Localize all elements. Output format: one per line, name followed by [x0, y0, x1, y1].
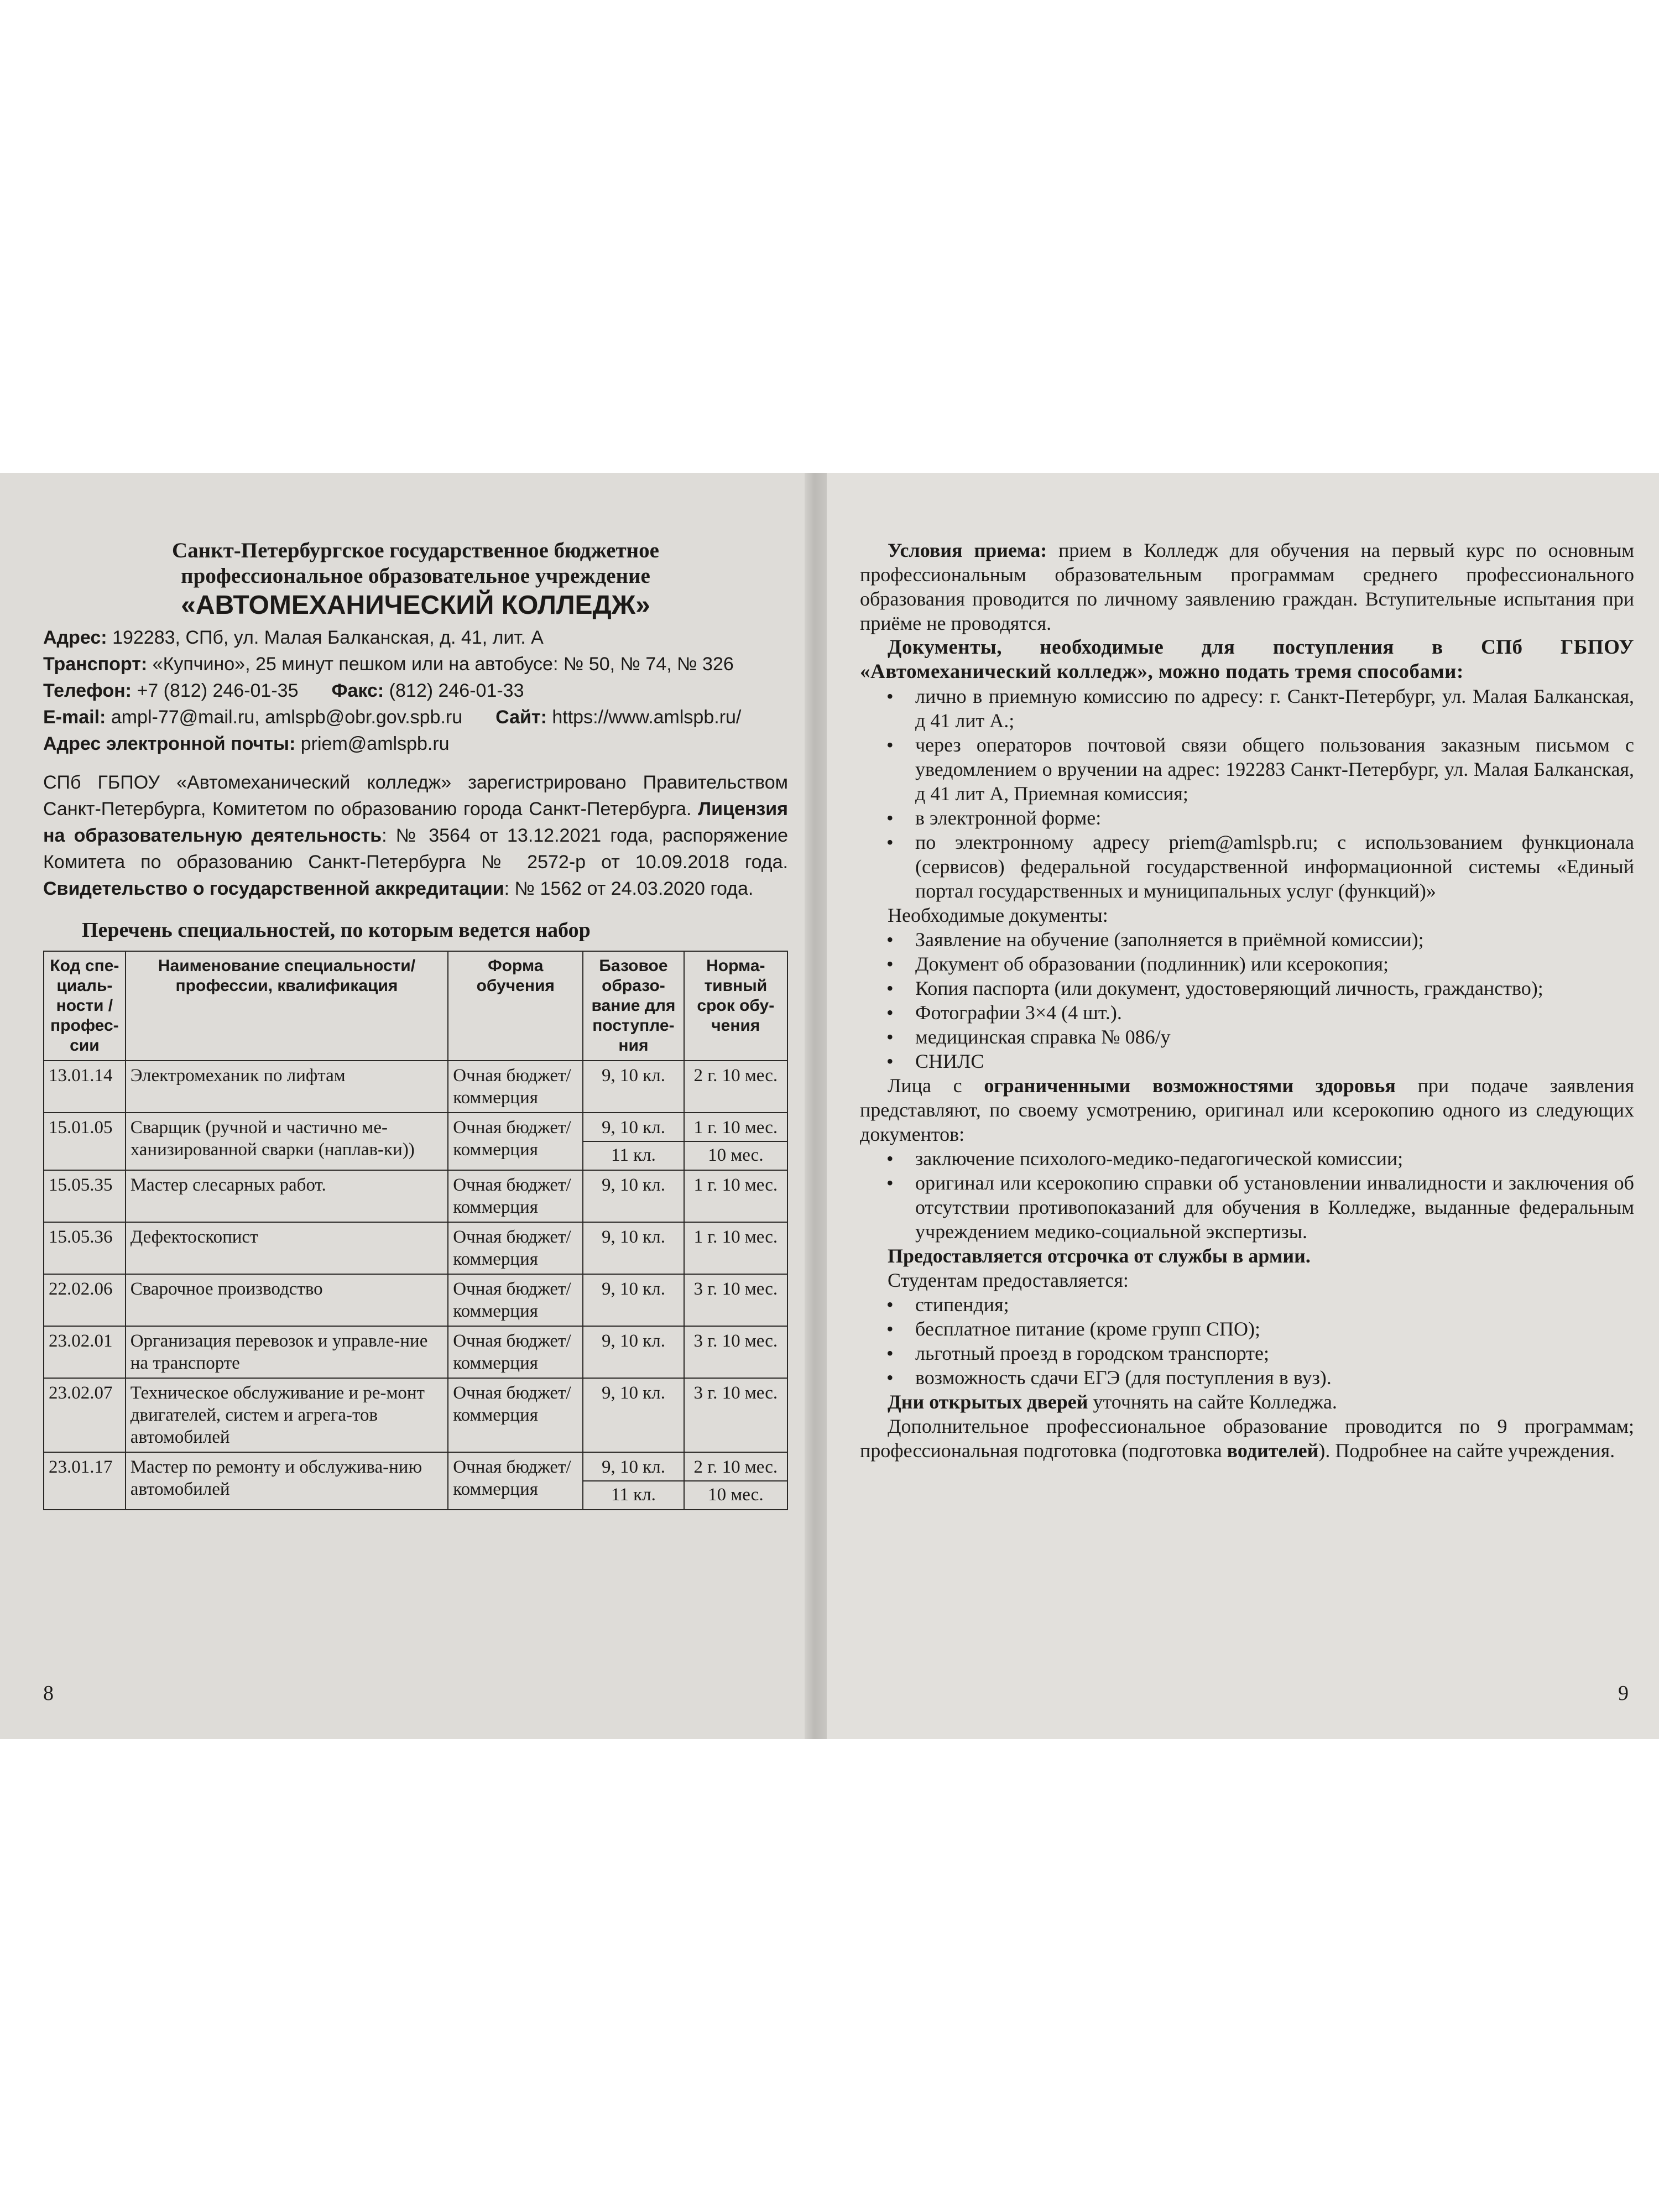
bullet-icon: •	[886, 831, 894, 853]
additional-pre: Дополнительное профессиональное образование проводится по 9 программам; профессиональная подготовка (подготовка	[860, 1415, 1634, 1462]
cell-term-alt-text: 10 мес.	[685, 1141, 787, 1166]
cell-form	[448, 1326, 583, 1378]
header-term: Норма-тивный срок обу-чения	[684, 951, 787, 1061]
cell-form-text: Очная бюджет/ коммерция	[453, 1118, 571, 1160]
page-number-right: 9	[1618, 1682, 1629, 1705]
cell-code-text: 15.01.05	[49, 1118, 113, 1138]
left-page	[0, 473, 805, 1739]
cell-term	[684, 1170, 787, 1222]
registration-paragraph	[43, 769, 788, 902]
cell-base-text: 9, 10 кл.	[601, 1175, 665, 1195]
bullet-icon: •	[886, 1147, 894, 1170]
cell-name	[126, 1061, 448, 1113]
conditions-paragraph	[860, 538, 1634, 635]
cell-code	[44, 1113, 126, 1170]
left-page-content	[43, 538, 788, 1510]
disability-pre: Лица с	[888, 1074, 984, 1097]
cell-base-text: 9, 10 кл.	[601, 1279, 665, 1299]
cell-name-text: Техническое обслуживание и ре-монт двигателей, систем и агрега-тов автомобилей	[130, 1383, 425, 1447]
bullet-icon: •	[886, 807, 894, 829]
required-doc-item	[860, 1025, 1634, 1049]
table-row	[44, 1326, 787, 1378]
required-doc-item	[860, 952, 1634, 976]
cell-term	[684, 1222, 787, 1274]
cell-base	[583, 1378, 684, 1452]
cell-form	[448, 1061, 583, 1113]
cell-name	[126, 1452, 448, 1510]
cell-base-alt-text: 11 кл.	[583, 1480, 683, 1506]
address-label: Адрес:	[43, 627, 107, 648]
college-title: «АВТОМЕХАНИЧЕСКИЙ КОЛЛЕДЖ»	[181, 591, 650, 620]
cell-base	[583, 1222, 684, 1274]
cell-name	[126, 1326, 448, 1378]
cell-base	[583, 1170, 684, 1222]
student-benefit-item	[860, 1317, 1634, 1341]
bullet-icon: •	[886, 1050, 894, 1072]
table-row	[44, 1378, 787, 1452]
student-benefit-item-text: льготный проезд в городском транспорте;	[915, 1342, 1270, 1364]
disability-doc-item	[860, 1171, 1634, 1244]
cell-term	[684, 1061, 787, 1113]
phone-line	[43, 677, 788, 704]
email-value: ampl-77@mail.ru, amlspb@obr.gov.spb.ru	[111, 707, 463, 728]
submission-way-item	[860, 806, 1634, 830]
submission-way-item-text: лично в приемную комиссию по адресу: г. Санкт-Петербург, ул. Малая Балканская, д 41 лит А.;	[915, 685, 1634, 732]
transport-value: «Купчино», 25 минут пешком или на автобусе: № 50, № 74, № 326	[152, 654, 734, 675]
table-header-row	[44, 951, 787, 1061]
bullet-icon: •	[886, 977, 894, 999]
site-label: Сайт:	[495, 707, 547, 728]
header-form: Форма обучения	[448, 951, 583, 1061]
required-doc-item	[860, 927, 1634, 952]
cell-name	[126, 1378, 448, 1452]
cell-term	[684, 1452, 787, 1510]
cell-term-text: 3 г. 10 мес.	[693, 1331, 778, 1351]
table-row	[44, 1274, 787, 1326]
bullet-icon: •	[886, 1026, 894, 1048]
cell-name-text: Сварочное производство	[130, 1279, 323, 1299]
cell-base-text: 9, 10 кл.	[601, 1227, 665, 1247]
submission-way-item-text: в электронной форме:	[915, 807, 1102, 829]
header-code: Код спе-циаль-ности / профес-сии	[44, 951, 126, 1061]
disability-post: при подаче заявления представляют, по своему усмотрению, оригинал или ксерокопию одного из следующих документов:	[860, 1074, 1634, 1145]
bullet-icon: •	[886, 1342, 894, 1364]
registration-text-3: : № 1562 от 24.03.2020 года.	[504, 878, 754, 899]
cell-code-text: 15.05.36	[49, 1227, 113, 1247]
submission-way-item	[860, 733, 1634, 806]
student-benefits-list	[860, 1292, 1634, 1390]
required-doc-item-text: Документ об образовании (подлинник) или ксерокопия;	[915, 953, 1389, 975]
address-line	[43, 624, 788, 651]
table-row	[44, 1170, 787, 1222]
page-number-left: 8	[43, 1682, 54, 1705]
conditions-label: Условия приема:	[888, 539, 1047, 561]
disability-docs-list	[860, 1146, 1634, 1244]
bullet-icon: •	[886, 1318, 894, 1340]
additional-bold: водителей	[1227, 1439, 1319, 1462]
cell-code-text: 23.02.07	[49, 1383, 113, 1403]
required-doc-item-text: СНИЛС	[915, 1050, 984, 1072]
student-benefit-item-text: стипендия;	[915, 1293, 1009, 1316]
cell-form	[448, 1452, 583, 1510]
cell-term-text: 3 г. 10 мес.	[693, 1383, 778, 1403]
table-row	[44, 1452, 787, 1510]
required-doc-item	[860, 1049, 1634, 1073]
cell-code-text: 22.02.06	[49, 1279, 113, 1299]
open-days-text: уточнять на сайте Колледжа.	[1088, 1391, 1337, 1413]
cell-form-text: Очная бюджет/ коммерция	[453, 1066, 571, 1108]
cell-term-text: 3 г. 10 мес.	[693, 1279, 778, 1299]
cell-name-text: Организация перевозок и управле-ние на транспорте	[130, 1331, 428, 1373]
cell-code	[44, 1061, 126, 1113]
cell-name-text: Сварщик (ручной и частично ме-ханизированной сварки (наплав-ки))	[130, 1118, 415, 1160]
cell-code	[44, 1378, 126, 1452]
cell-term-text: 1 г. 10 мес.	[693, 1175, 778, 1195]
cell-name	[126, 1170, 448, 1222]
cell-base-text: 9, 10 кл.	[601, 1066, 665, 1086]
cell-base-text: 9, 10 кл.	[601, 1383, 665, 1403]
table-row	[44, 1113, 787, 1170]
submission-way-item-text: по электронному адресу priem@amlspb.ru; с использованием функционала (сервисов) федеральной государственной информационной системы «Единый портал государственных и муниципальных услуг (функций)»	[915, 831, 1634, 902]
cell-form-text: Очная бюджет/ коммерция	[453, 1331, 571, 1373]
fax-value: (812) 246-01-33	[389, 680, 524, 701]
cell-base	[583, 1326, 684, 1378]
license-label: Лицензия на образовательную деятельность	[43, 799, 789, 846]
required-doc-item	[860, 1000, 1634, 1025]
disability-doc-item	[860, 1146, 1634, 1171]
registration-text-1: СПб ГБПОУ «Автомеханический колледж» зарегистрировано Правительством Санкт-Петербурга, Комитетом по образованию города Санкт-Петербурга.	[43, 772, 788, 820]
site-value: https://www.amlspb.ru/	[552, 707, 742, 728]
bullet-icon: •	[886, 1172, 894, 1194]
bullet-icon: •	[886, 685, 894, 707]
cell-form-text: Очная бюджет/ коммерция	[453, 1279, 571, 1321]
accreditation-label: Свидетельство о государственной аккредитации	[43, 878, 504, 899]
documents-heading: Документы, необходимые для поступления в СПб ГБПОУ «Автомеханический колледж», можно подать тремя способами:	[860, 636, 1634, 683]
cell-base	[583, 1113, 684, 1170]
cell-term	[684, 1113, 787, 1170]
conditions-text: прием в Колледж для обучения на первый курс по основным профессиональным образовательным программам среднего профессионального образования проводится по личному заявлению граждан. Вступительные испытания при приёме не проводятся.	[860, 539, 1634, 634]
open-days-paragraph	[860, 1390, 1634, 1414]
cell-form	[448, 1222, 583, 1274]
email2-value: priem@amlspb.ru	[300, 733, 450, 754]
required-doc-item-text: Заявление на обучение (заполняется в приёмной комиссии);	[915, 928, 1424, 951]
cell-term-alt-text: 10 мес.	[685, 1480, 787, 1506]
transport-line	[43, 651, 788, 677]
cell-form	[448, 1274, 583, 1326]
cell-code-text: 23.02.01	[49, 1331, 113, 1351]
submission-way-item-text: через операторов почтовой связи общего пользования заказным письмом с уведомлением о вручении на адрес: 192283 Санкт-Петербург, ул. Малая Балканская, д 41 лит А, Приемная комиссия;	[915, 734, 1634, 805]
army-deferral: Предоставляется отсрочка от службы в армии.	[888, 1245, 1311, 1267]
student-benefit-item-text: бесплатное питание (кроме групп СПО);	[915, 1318, 1260, 1340]
cell-code-text: 13.01.14	[49, 1066, 113, 1086]
bullet-icon: •	[886, 1293, 894, 1316]
cell-code	[44, 1222, 126, 1274]
cell-base-text: 9, 10 кл.	[601, 1118, 665, 1138]
cell-base	[583, 1274, 684, 1326]
cell-code-text: 15.05.35	[49, 1175, 113, 1195]
required-doc-item-text: медицинская справка № 086/у	[915, 1026, 1171, 1048]
cell-code	[44, 1170, 126, 1222]
cell-code-text: 23.01.17	[49, 1457, 113, 1477]
cell-term-text: 2 г. 10 мес.	[693, 1457, 778, 1477]
email-label: E-mail:	[43, 707, 106, 728]
required-doc-item-text: Фотографии 3×4 (4 шт.).	[915, 1001, 1122, 1024]
cell-base-text: 9, 10 кл.	[601, 1331, 665, 1351]
cell-base	[583, 1061, 684, 1113]
cell-term-text: 2 г. 10 мес.	[693, 1066, 778, 1086]
cell-term-text: 1 г. 10 мес.	[693, 1227, 778, 1247]
cell-term-text: 1 г. 10 мес.	[693, 1118, 778, 1138]
required-doc-item	[860, 976, 1634, 1000]
header-line-2: профессиональное образовательное учреждение	[181, 564, 650, 588]
table-body	[44, 1061, 787, 1510]
cell-name-text: Мастер слесарных работ.	[130, 1175, 326, 1195]
cell-base-alt-text: 11 кл.	[583, 1141, 683, 1166]
phone-value: +7 (812) 246-01-35	[137, 680, 299, 701]
required-docs-title: Необходимые документы:	[888, 904, 1108, 926]
fax-label: Факс:	[331, 680, 384, 701]
cell-form-text: Очная бюджет/ коммерция	[453, 1383, 571, 1425]
student-benefit-item	[860, 1365, 1634, 1390]
cell-code	[44, 1274, 126, 1326]
email2-line	[43, 731, 788, 757]
disability-bold: ограниченными возможностями здоровья	[984, 1074, 1396, 1097]
bullet-icon: •	[886, 1001, 894, 1024]
email2-label: Адрес электронной почты:	[43, 733, 296, 754]
cell-term	[684, 1378, 787, 1452]
cell-base	[583, 1452, 684, 1510]
cell-name-text: Мастер по ремонту и обслужива-нию автомобилей	[130, 1457, 422, 1499]
cell-form	[448, 1378, 583, 1452]
cell-code	[44, 1452, 126, 1510]
required-doc-item-text: Копия паспорта (или документ, удостоверяющий личность, гражданство);	[915, 977, 1543, 999]
required-docs-list	[860, 927, 1634, 1073]
specialties-table	[43, 951, 788, 1510]
registration-text-2: : № 3564 от 13.12.2021 года, распоряжение Комитета по образованию Санкт-Петербурга № 2572-р от 10.09.2018 года.	[43, 825, 788, 873]
disability-doc-item-text: заключение психолого-медико-педагогической комиссии;	[915, 1147, 1404, 1170]
bullet-icon: •	[886, 1366, 894, 1389]
table-row	[44, 1222, 787, 1274]
cell-term	[684, 1326, 787, 1378]
book-spine	[805, 473, 827, 1739]
address-value: 192283, СПб, ул. Малая Балканская, д. 41, лит. А	[112, 627, 544, 648]
cell-name	[126, 1222, 448, 1274]
right-page-content	[860, 538, 1634, 1463]
cell-form-text: Очная бюджет/ коммерция	[453, 1457, 571, 1499]
additional-post: ). Подробнее на сайте учреждения.	[1318, 1439, 1615, 1462]
cell-name-text: Электромеханик по лифтам	[130, 1066, 346, 1086]
cell-base-text: 9, 10 кл.	[601, 1457, 665, 1477]
submission-way-item	[860, 830, 1634, 903]
header-name: Наименование специальности/ профессии, квалификация	[126, 951, 448, 1061]
phone-label: Телефон:	[43, 680, 132, 701]
submission-way-item	[860, 684, 1634, 733]
cell-code	[44, 1326, 126, 1378]
cell-form	[448, 1170, 583, 1222]
cell-name	[126, 1274, 448, 1326]
additional-education-paragraph	[860, 1414, 1634, 1463]
cell-name	[126, 1113, 448, 1170]
table-row	[44, 1061, 787, 1113]
right-page	[827, 473, 1659, 1739]
cell-form-text: Очная бюджет/ коммерция	[453, 1227, 571, 1269]
student-benefit-item-text: возможность сдачи ЕГЭ (для поступления в вуз).	[915, 1366, 1332, 1389]
bullet-icon: •	[886, 734, 894, 756]
bullet-icon: •	[886, 953, 894, 975]
submission-ways-list	[860, 684, 1634, 903]
students-title: Студентам предоставляется:	[888, 1269, 1129, 1291]
specialties-list-title: Перечень специальностей, по которым ведется набор	[82, 919, 591, 942]
student-benefit-item	[860, 1341, 1634, 1365]
cell-term	[684, 1274, 787, 1326]
cell-form-text: Очная бюджет/ коммерция	[453, 1175, 571, 1217]
student-benefit-item	[860, 1292, 1634, 1317]
header-base: Базовое образо-вание для поступле-ния	[583, 951, 684, 1061]
cell-name-text: Дефектоскопист	[130, 1227, 258, 1247]
disability-doc-item-text: оригинал или ксерокопию справки об установлении инвалидности и заключения об отсутствии противопоказаний для обучения в Колледже, выданные федеральным учреждением медико-социальной экспертизы.	[915, 1172, 1634, 1243]
header-line-1: Санкт-Петербургское государственное бюджетное	[172, 539, 659, 562]
open-days-bold: Дни открытых дверей	[888, 1391, 1088, 1413]
disability-paragraph	[860, 1073, 1634, 1146]
email-line	[43, 704, 788, 731]
transport-label: Транспорт:	[43, 654, 148, 675]
cell-form	[448, 1113, 583, 1170]
bullet-icon: •	[886, 928, 894, 951]
